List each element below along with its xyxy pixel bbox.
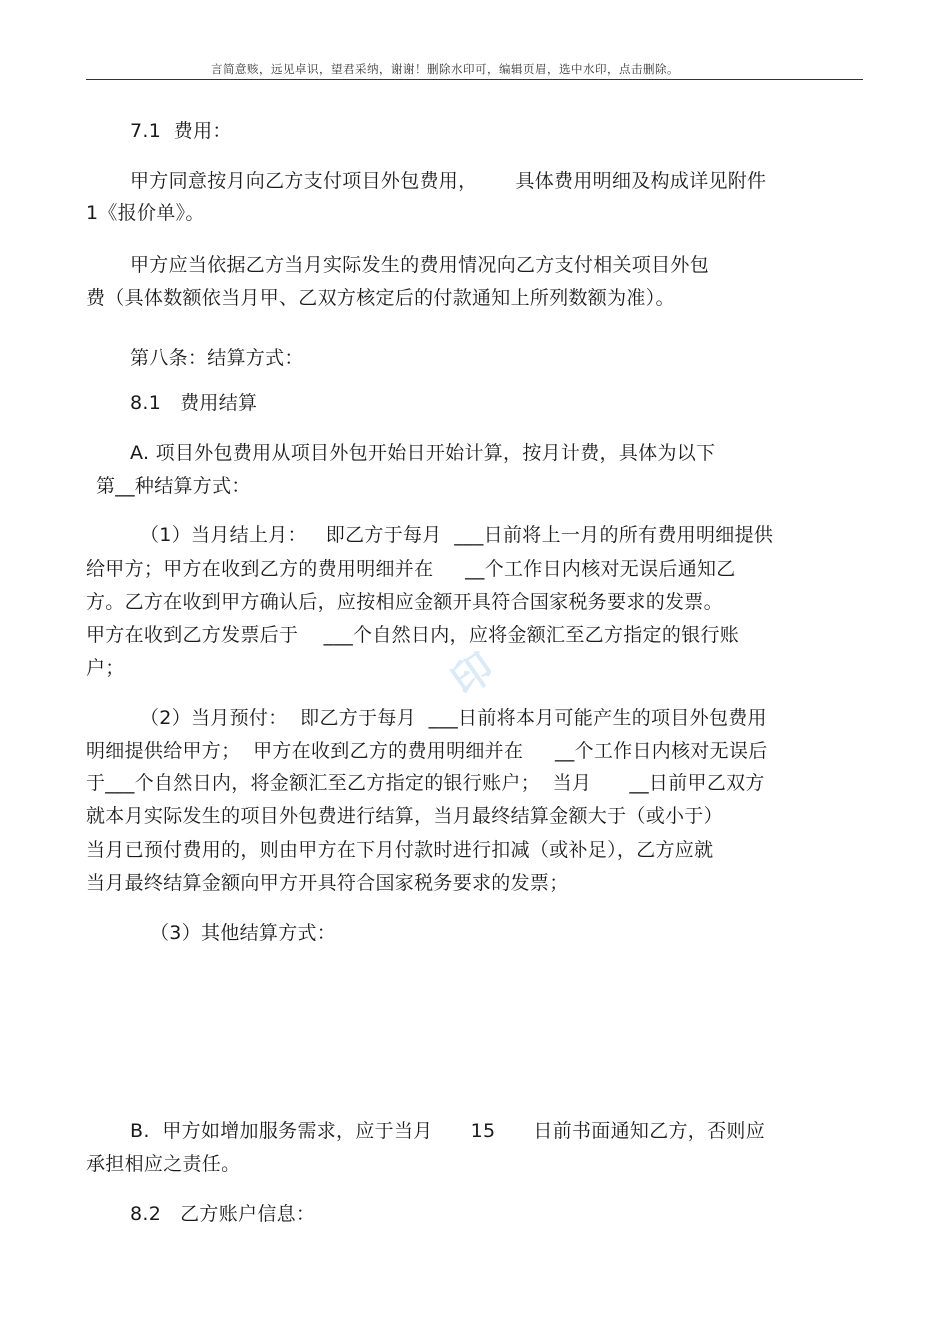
section-7-1-heading: 7.1 费用： (130, 120, 232, 142)
paragraph-line: 户； (86, 657, 125, 679)
section-8-2-heading: 8.2 乙方账户信息： (130, 1203, 316, 1225)
paragraph-line: （1）当月结上月： 即乙方于每月 ___日前将上一月的所有费用明细提供 (140, 524, 774, 546)
paragraph-line: （2）当月预付： 即乙方于每月 ___日前将本月可能产生的项目外包费用 (140, 707, 767, 729)
section-8-1-heading: 8.1 费用结算 (130, 392, 258, 414)
paragraph-line: 费（具体数额依当月甲、乙双方核定后的付款通知上所列数额为准）。 (86, 287, 675, 309)
paragraph-line: 就本月实际发生的项目外包费进行结算，当月最终结算金额大于（或小于） (86, 805, 723, 827)
article-8-heading: 第八条：结算方式： (130, 347, 304, 369)
paragraph-line: 明细提供给甲方； 甲方在收到乙方的费用明细并在 __个工作日内核对无误后 (86, 740, 768, 762)
paragraph-line: 给甲方；甲方在收到乙方的费用明细并在 __个工作日内核对无误后通知乙 (86, 558, 736, 580)
paragraph-line: 1《报价单》。 (86, 202, 205, 224)
paragraph-line: 甲方在收到乙方发票后于 ___个自然日内，应将金额汇至乙方指定的银行账 (86, 624, 740, 646)
paragraph-line: 第__种结算方式： (96, 475, 251, 497)
paragraph-line: B. 甲方如增加服务需求，应于当月 15 日前书面通知乙方，否则应 (130, 1120, 766, 1142)
paragraph-line: （3）其他结算方式： (150, 922, 337, 944)
paragraph-line: 当月最终结算金额向甲方开具符合国家税务要求的发票； (86, 872, 569, 894)
paragraph-line: 甲方同意按月向乙方支付项目外包费用， 具体费用明细及构成详见附件 (130, 170, 767, 192)
paragraph-line: 于___个自然日内，将金额汇至乙方指定的银行账户； 当月 __日前甲乙双方 (86, 772, 765, 794)
paragraph-line: 承担相应之责任。 (86, 1153, 241, 1175)
paragraph-line: 甲方应当依据乙方当月实际发生的费用情况向乙方支付相关项目外包 (130, 254, 710, 276)
paragraph-line: 方。乙方在收到甲方确认后，应按相应金额开具符合国家税务要求的发票。 (86, 591, 723, 613)
paragraph-line: A. 项目外包费用从项目外包开始日开始计算，按月计费，具体为以下 (130, 442, 716, 464)
header-note: 言简意赅，远见卓识，望君采纳，谢谢！删除水印可，编辑页眉，选中水印，点击删除。 (211, 62, 679, 76)
header-divider (86, 79, 863, 80)
paragraph-line: 当月已预付费用的，则由甲方在下月付款时进行扣减（或补足），乙方应就 (86, 839, 714, 861)
watermark-stamp[interactable]: 印 (443, 644, 503, 706)
